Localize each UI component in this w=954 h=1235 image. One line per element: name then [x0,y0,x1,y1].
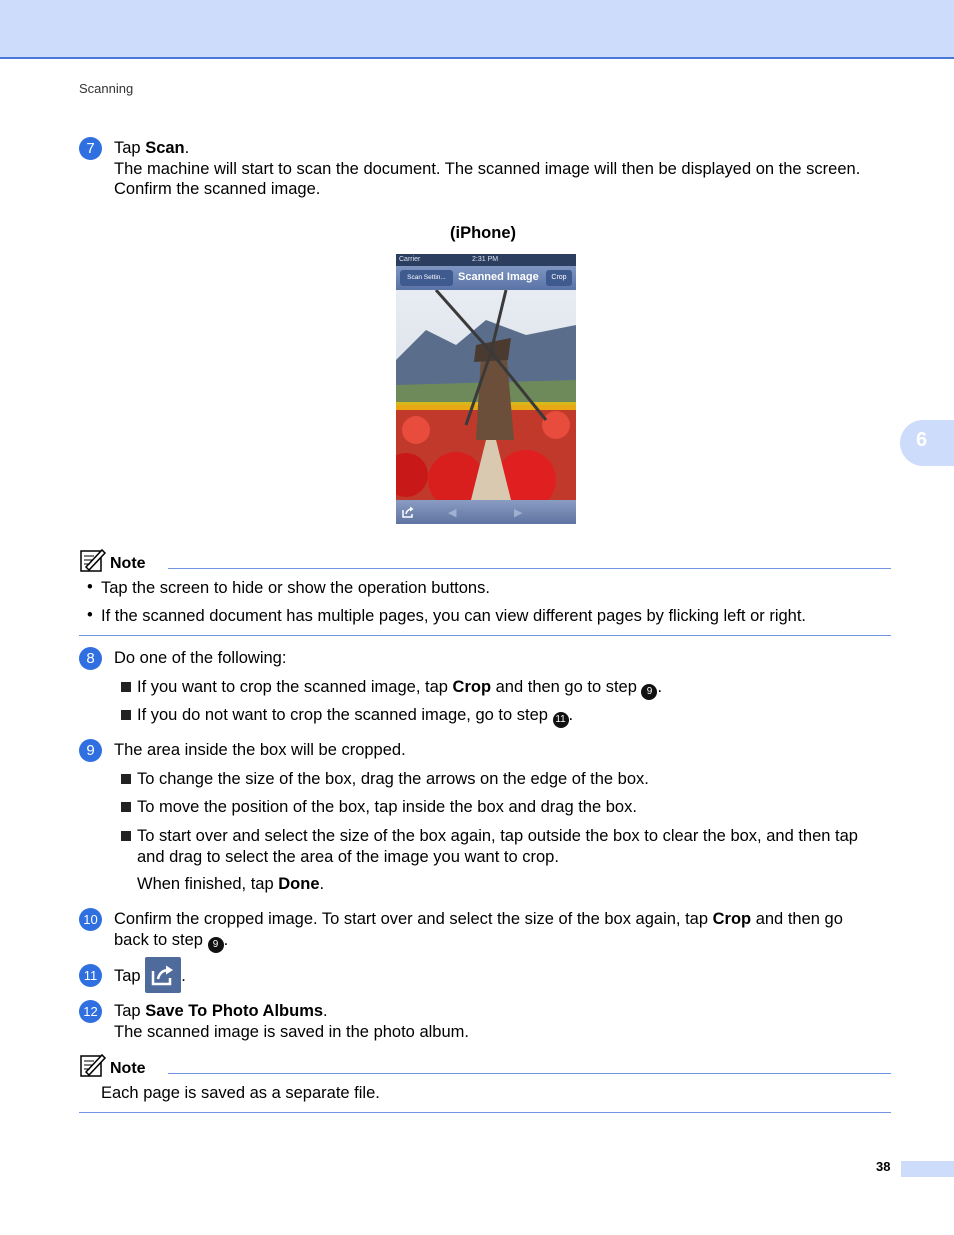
square-bullet [121,774,131,784]
bullet-text: To move the position of the box, tap inside the box and drag the box. [137,798,637,816]
step-9-option-2 [121,797,891,818]
step-text: Confirm the scanned image. [114,180,321,198]
step-ref: 11 [553,712,569,728]
section-label: Scanning [79,81,134,96]
step-text: The scanned image is saved in the photo album. [114,1022,469,1041]
step-number: 7 [79,137,102,160]
step-9-finish [121,874,891,895]
chapter-tab [900,420,954,466]
previous-arrow-icon[interactable]: ◀ [448,507,457,519]
crop-keyword: Crop [452,678,492,696]
chapter-number: 6 [916,429,928,451]
bullet-text: To change the size of the box, drag the arrows on the edge of the box. [137,770,649,788]
note-rule [79,1112,891,1113]
step-8 [79,647,891,669]
step-text: and then go [751,910,843,928]
square-bullet [121,831,131,841]
step-text: Tap [114,1002,146,1020]
windmill-photo [396,290,576,500]
note-rule [79,635,891,636]
crop-keyword: Crop [712,910,752,928]
next-arrow-icon[interactable]: ▶ [514,507,523,519]
note-title: Note [110,555,146,572]
iphone-screenshot [396,254,576,524]
step-ref: 9 [641,684,657,700]
step-11 [79,964,891,993]
step-12 [79,1000,891,1042]
figure-caption: (iPhone) [450,224,516,242]
header-band [0,0,954,59]
crop-button[interactable]: Crop [546,270,572,286]
square-bullet [121,802,131,812]
step-9 [79,739,891,761]
step-8-option-2: If you do not want to crop the scanned image, go to step 11 . [121,705,891,728]
bullet-text: When finished, tap [137,875,279,893]
carrier-label: Carrier [399,256,421,263]
share-icon [145,957,181,993]
step-number: 11 [79,964,102,987]
step-text: back to step [114,930,208,949]
punct: . [323,1002,328,1020]
nav-title: Scanned Image [458,271,539,283]
step-text: The machine will start to scan the document. The scanned image will then be displayed on the screen. [114,159,861,178]
scan-keyword: Scan [145,139,185,157]
note-pencil-icon [80,548,107,573]
step-7 [79,137,891,200]
step-ref: 9 [208,937,224,953]
step-10: 10 Confirm the cropped image. To start over and select the size of the box again, tap Crop and then go back to step 9 . [79,908,891,953]
punct: . [181,967,186,985]
note-item: Each page is saved as a separate file. [101,1084,380,1102]
note-pencil-icon [80,1053,107,1078]
square-bullet [121,682,131,692]
step-text: Tap [114,139,146,157]
step-number: 9 [79,739,102,762]
step-text: The area inside the box will be cropped. [114,741,406,759]
note-rule [168,568,891,569]
square-bullet [121,710,131,720]
bullet-text: and then go to step [491,678,642,696]
bullet-dot: • [87,578,93,596]
note-rule [168,1073,891,1074]
note-title: Note [110,1060,146,1077]
save-keyword: Save To Photo Albums [145,1002,324,1020]
time-label: 2:31 PM [472,256,499,263]
punct: . [319,875,325,893]
back-button[interactable]: Scan Settin... [400,270,453,286]
step-text: Confirm the cropped image. To start over and select the size of the box again, tap [114,910,713,928]
page-marker [901,1161,954,1177]
step-9-option-1 [121,769,891,790]
note-item: If the scanned document has multiple pages, you can view different pages by flicking left or right. [101,607,807,625]
note-item: Tap the screen to hide or show the operation buttons. [101,579,490,597]
page-number: 38 [876,1159,891,1174]
step-number: 8 [79,647,102,670]
share-icon[interactable] [401,505,415,519]
step-text: Tap [114,967,146,985]
bottom-toolbar [396,500,576,524]
step-number: 10 [79,908,102,931]
step-9-option-3 [121,826,891,867]
bullet-text: If you want to crop the scanned image, tap [137,678,453,696]
bullet-dot: • [87,606,93,624]
nav-bar [396,266,576,290]
step-8-option-1: If you want to crop the scanned image, tap Crop and then go to step 9 . [121,677,891,700]
bullet-text: If you do not want to crop the scanned image, go to step [137,706,553,724]
punct: . [184,139,190,157]
step-number: 12 [79,1000,102,1023]
bullet-text: To start over and select the size of the box again, tap outside the box to clear the box, and then tap [137,827,858,845]
step-text: Do one of the following: [114,649,287,667]
done-keyword: Done [278,875,320,893]
bullet-text: and drag to select the area of the image you want to crop. [137,847,559,866]
status-bar [396,254,576,266]
